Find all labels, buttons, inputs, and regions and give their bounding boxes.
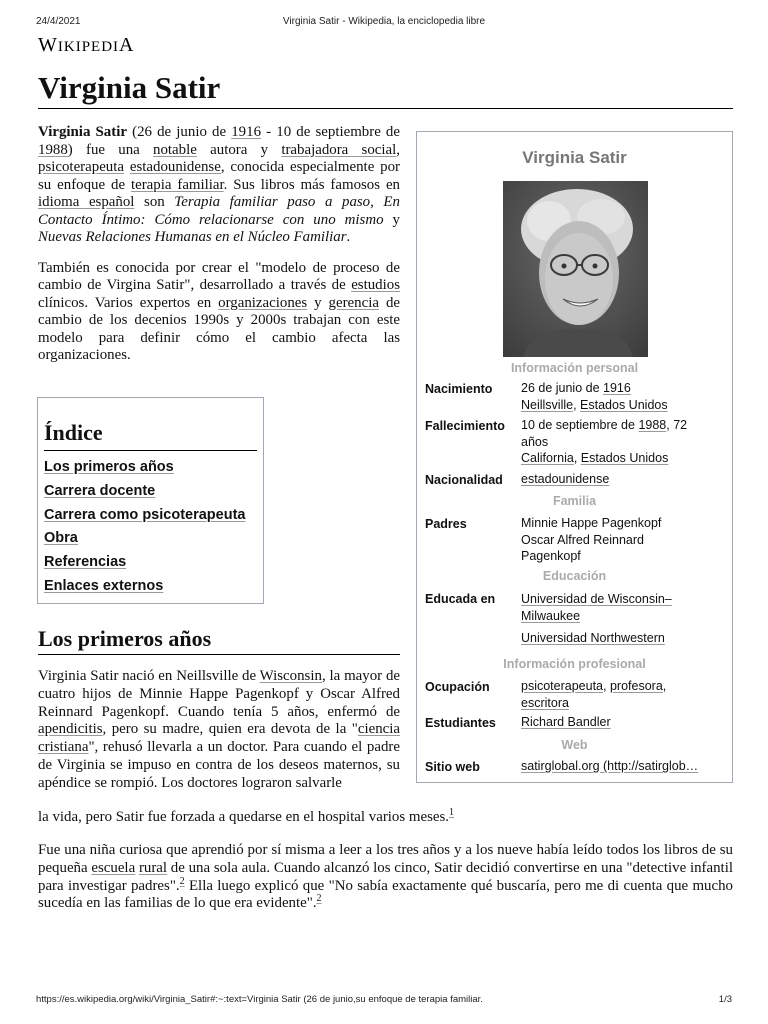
- print-page-title: Virginia Satir - Wikipedia, la enciclopedia libre: [282, 16, 486, 27]
- intro-section: [38, 124, 400, 378]
- print-header: [36, 16, 732, 30]
- inline-link[interactable]: ciencia cristiana: [38, 721, 400, 756]
- intro-paragraph-2: También es conocida por crear el "modelo de proceso de cambio de Virgina Satir", desarrollado a través de estudios clínicos. Varios expertos en organizaciones y gerencia de cambio de los decenios 1990s y 2000s trabajan con este modelo para definir cómo el cambio afecta las organizaciones.: [38, 259, 400, 363]
- inline-link[interactable]: rural: [138, 859, 168, 876]
- inline-link[interactable]: estadounidense: [129, 159, 221, 175]
- section-divider: [38, 654, 400, 655]
- inline-link[interactable]: gerencia: [328, 294, 379, 311]
- toc-divider: [44, 450, 257, 451]
- padres-label: Padres: [425, 517, 467, 531]
- infobox: [416, 131, 733, 783]
- inline-link[interactable]: Wisconsin: [259, 668, 322, 684]
- section-heading-primeros-anos: Los primeros años: [38, 626, 212, 651]
- link-estados-unidos-2[interactable]: Estados Unidos: [580, 451, 669, 465]
- link-uw-milwaukee-2[interactable]: Milwaukee: [521, 608, 581, 623]
- inline-link[interactable]: 1988: [38, 141, 68, 158]
- wikipedia-logo[interactable]: [38, 34, 135, 57]
- estudiantes-label: Estudiantes: [425, 716, 496, 730]
- link-richard-bandler[interactable]: Richard Bandler: [521, 715, 611, 729]
- toc-item-enlaces-externos[interactable]: Enlaces externos: [44, 577, 164, 594]
- link-profesora[interactable]: profesora: [609, 679, 663, 693]
- infobox-section-educacion: Educación: [542, 569, 607, 583]
- print-url: https://es.wikipedia.org/wiki/Virginia_Satir#:~:text=Virginia Satir (26 de junio,su enfoque de terapia familiar.: [36, 994, 483, 1005]
- link-satirglobal[interactable]: satirglobal.org (http://satirglob…: [521, 759, 699, 773]
- inline-link[interactable]: organizaciones: [218, 294, 308, 311]
- inline-link[interactable]: 1916: [231, 124, 262, 140]
- reference-link-1[interactable]: 1: [449, 807, 454, 819]
- logo-letter-w: W: [38, 34, 58, 56]
- toc-list: [44, 459, 245, 602]
- toc-heading: Índice: [44, 420, 103, 445]
- reference-link[interactable]: 2: [316, 893, 322, 905]
- infobox-section-personal: Información personal: [510, 361, 639, 375]
- portrait-image: [503, 181, 648, 357]
- ocupacion-label: Ocupación: [425, 680, 490, 694]
- portrait-photo[interactable]: [503, 181, 648, 357]
- print-footer: [36, 994, 732, 1005]
- infobox-section-profesional: Información profesional: [503, 657, 646, 671]
- inline-link[interactable]: apendicitis: [38, 721, 103, 738]
- inline-link[interactable]: terapia familiar: [130, 176, 224, 193]
- toc-item-carrera-docente[interactable]: Carrera docente: [44, 482, 156, 499]
- toc-item-obra[interactable]: Obra: [44, 530, 78, 547]
- infobox-section-familia: Familia: [552, 494, 597, 508]
- estudiantes-value: [521, 714, 726, 731]
- inline-link[interactable]: trabajadora social: [281, 141, 397, 158]
- infobox-title: Virginia Satir: [522, 148, 627, 167]
- ocupacion-value: psicoterapeuta, profesora, escritora: [521, 679, 667, 710]
- reference-link[interactable]: 2: [179, 875, 185, 887]
- nacionalidad-label: Nacionalidad: [425, 473, 503, 487]
- inline-link[interactable]: notable: [153, 141, 197, 158]
- educada-value: [521, 591, 726, 647]
- intro-paragraph-1: Virginia Satir (26 de junio de 1916 - 10 de septiembre de 1988) fue una notable autora y trabajadora social, psicoterapeuta estadounidense, conocida especialmente por su enfoque de terapia familiar. Sus libros más famosos en idioma español son Terapia familiar paso a paso, En Contacto Íntimo: Cómo relacionarse con uno mismo y Nuevas Relaciones Humanas en el Núcleo Familiar.: [38, 124, 401, 245]
- link-escritora[interactable]: escritora: [521, 695, 569, 710]
- nacionalidad-value: [521, 471, 726, 488]
- padres-value: Minnie Happe Pagenkopf Oscar Alfred Reinnard Pagenkopf: [521, 516, 662, 563]
- link-estadounidense[interactable]: estadounidense: [521, 472, 610, 486]
- section-paragraph-1-end: la vida, pero Satir fue forzada a quedarse en el hospital varios meses.$^1$: [38, 807, 454, 825]
- nacimiento-value: 26 de junio de 1916 Neillsville, Estados Unidos: [521, 381, 668, 412]
- link-1916[interactable]: 1916: [603, 381, 631, 395]
- toc-item-primeros-anos[interactable]: Los primeros años: [44, 459, 174, 475]
- print-page-number: 1/3: [718, 994, 732, 1005]
- fallecimiento-label: Fallecimiento: [425, 419, 505, 433]
- logo-letter-a: A: [119, 34, 135, 56]
- link-northwestern[interactable]: Universidad Northwestern: [521, 631, 665, 645]
- inline-link[interactable]: psicoterapeuta: [38, 159, 124, 175]
- print-date: 24/4/2021: [36, 16, 81, 27]
- infobox-section-web: Web: [561, 738, 588, 752]
- sitio-web-value: [521, 758, 726, 775]
- fallecimiento-value: 10 de septiembre de 1988, 72 años California, Estados Unidos: [521, 418, 688, 465]
- table-of-contents: [37, 397, 264, 604]
- inline-link[interactable]: idioma español: [38, 194, 135, 210]
- section-paragraph-1: Virginia Satir nació en Neillsville de Wisconsin, la mayor de cuatro hijos de Minnie Happe Pagenkopf y Oscar Alfred Reinnard Pagenkopf. Cuando tenía 5 años, enfermó de apendicitis, pero su madre, quien era devota de la "ciencia cristiana", rehusó llevarla a un doctor. Para cuando el padre de Virginia se impuso en contra de los deseos maternos, su apéndice se rompió. Los doctores lograron salvarle: [38, 668, 400, 791]
- link-california[interactable]: California: [521, 451, 574, 465]
- logo-letters: IKIPEDI: [57, 39, 120, 55]
- toc-item-referencias[interactable]: Referencias: [44, 554, 127, 571]
- inline-link[interactable]: estudios: [351, 277, 400, 293]
- link-psicoterapeuta[interactable]: psicoterapeuta: [521, 679, 604, 693]
- nacimiento-label: Nacimiento: [425, 382, 493, 396]
- link-neillsville[interactable]: Neillsville: [521, 397, 574, 412]
- page-title: Virginia Satir: [38, 70, 221, 105]
- section-paragraph-2: Fue una niña curiosa que aprendió por sí misma a leer a los tres años y a los nueve había leído todos los libros de su pequeña escuela rural de una sola aula. Cuando alcanzó los cinco, Satir decidió convertirse en una "detective infantil para investigar padres".$^2$ Ella luego explicó que "No sabía exactamente qué buscaría, pero me di cuenta que mucho sucedía en las familias de lo que era evidente".$^2$: [38, 842, 733, 912]
- link-uw-milwaukee[interactable]: Universidad de Wisconsin–: [521, 592, 672, 606]
- sitio-web-label: Sitio web: [425, 760, 480, 774]
- toc-item-carrera-psicoterapeuta[interactable]: Carrera como psicoterapeuta: [44, 506, 246, 523]
- title-divider: [38, 108, 733, 109]
- educada-label: Educada en: [425, 592, 496, 606]
- link-estados-unidos[interactable]: Estados Unidos: [580, 397, 668, 412]
- link-1988[interactable]: 1988: [638, 418, 667, 432]
- inline-link[interactable]: escuela: [91, 859, 136, 876]
